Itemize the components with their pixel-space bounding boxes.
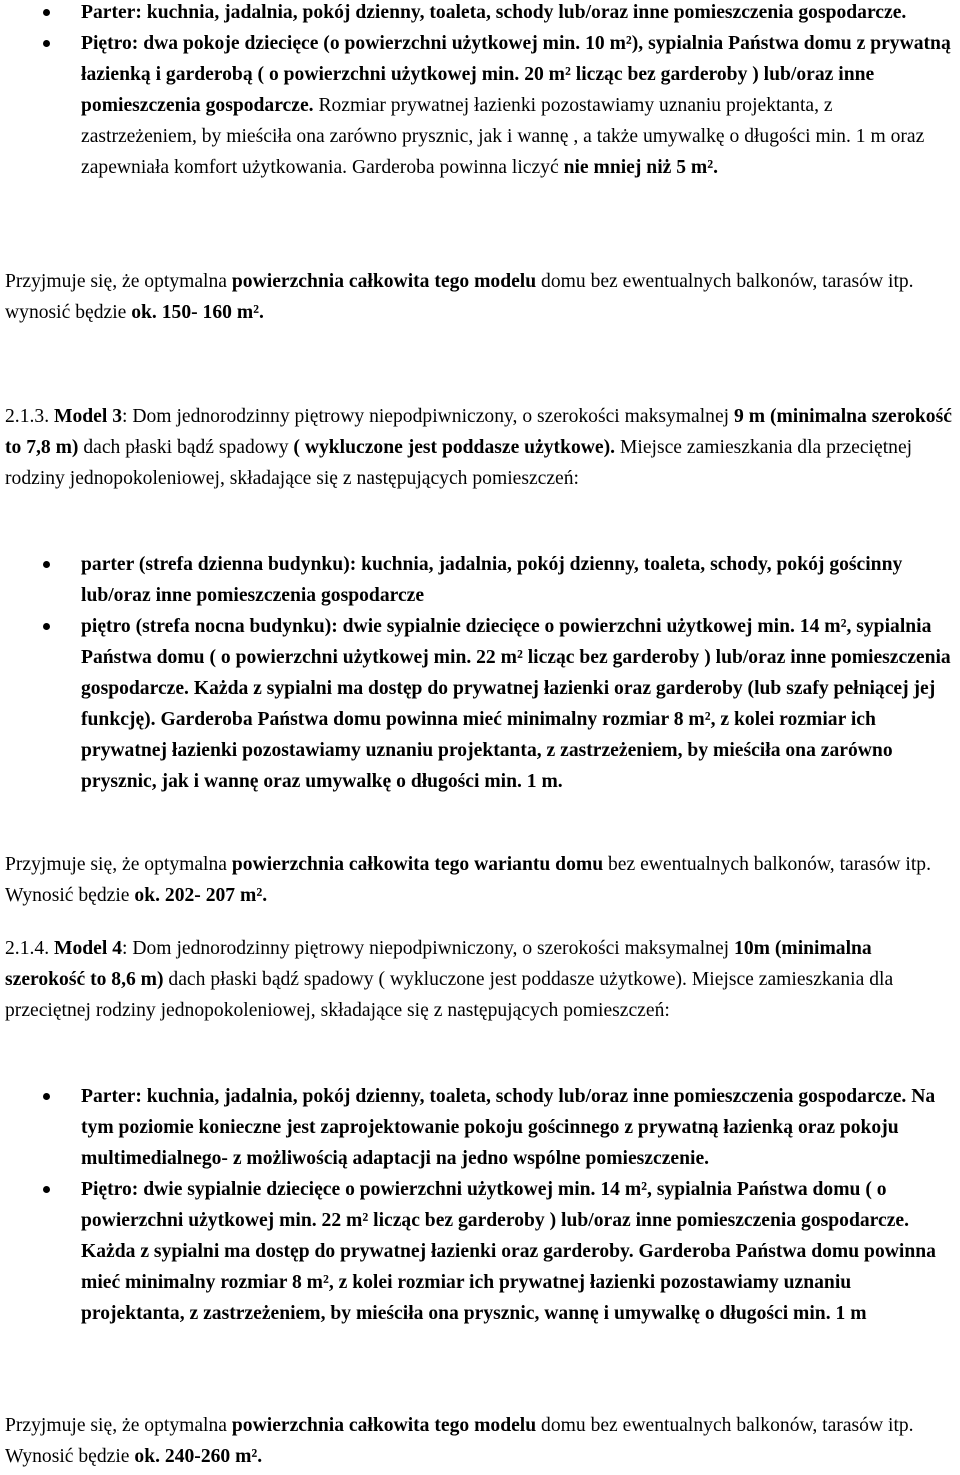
model-4-rooms-list (5, 1081, 953, 1329)
list-item: parter (strefa dzienna budynku): kuchnia, jadalnia, pokój dzienny, toaleta, schody, pokój gościnny lub/oraz inne pomieszczenia gospodarcze (5, 549, 953, 611)
list-item: Piętro: dwie sypialnie dziecięce o powierzchni użytkowej min. 14 m², sypialnia Państwa domu ( o powierzchni użytkowej min. 22 m² licząc bez garderoby ) lub/oraz inne pomieszczenia gospodarcze. Każda z sypialni ma dostęp do prywatnej łazienki oraz garderoby. Garderoba Państwa domu powinna mieć minimalny rozmiar 8 m², z kolei rozmiar ich prywatnej łazienki pozostawiamy uznaniu projektanta, z zastrzeżeniem, by mieściła ona prysznic, wannę i umywalkę o długości min. 1 m (5, 1174, 953, 1329)
model-2-rooms-list (5, 0, 953, 183)
model-3-rooms-list (5, 549, 953, 797)
model-4-heading: 2.1.4. Model 4: Dom jednorodzinny piętrowy niepodpiwniczony, o szerokości maksymalnej 10m (minimalna szerokość to 8,6 m) dach płaski bądź spadowy ( wykluczone jest poddasze użytkowe). Miejsce zamieszkania dla przeciętnej rodziny jednopokoleniowej, składające się z następujących pomieszczeń: (5, 938, 894, 1021)
model-4-total-area: Przyjmuje się, że optymalna powierzchnia całkowita tego modelu domu bez ewentualnych balkonów, tarasów itp. Wynosić będzie ok. 240-260 m². (5, 1415, 914, 1467)
list-item: Piętro: dwa pokoje dziecięce (o powierzchni użytkowej min. 10 m²), sypialnia Państwa domu z prywatną łazienką i garderobą ( o powierzchni użytkowej min. 20 m² licząc bez garderoby ) lub/oraz inne pomieszczenia gospodarcze. Rozmiar prywatnej łazienki pozostawiamy uznaniu projektanta, z zastrzeżeniem, by mieściła ona zarówno prysznic, jak i wannę , a także umywalkę o długości min. 1 m oraz zapewniała komfort użytkowania. Garderoba powinna liczyć nie mniej niż 5 m². (5, 28, 953, 183)
model-3-heading: 2.1.3. Model 3: Dom jednorodzinny piętrowy niepodpiwniczony, o szerokości maksymalnej 9 m (minimalna szerokość to 7,8 m) dach płaski bądź spadowy ( wykluczone jest poddasze użytkowe). Miejsce zamieszkania dla przeciętnej rodziny jednopokoleniowej, składające się z następujących pomieszczeń: (5, 406, 952, 489)
model-2-total-area: Przyjmuje się, że optymalna powierzchnia całkowita tego modelu domu bez ewentualnych balkonów, tarasów itp. wynosić będzie ok. 150- 160 m². (5, 271, 914, 323)
model-3-total-area: Przyjmuje się, że optymalna powierzchnia całkowita tego wariantu domu bez ewentualnych balkonów, tarasów itp. Wynosić będzie ok. 202- 207 m². (5, 854, 932, 906)
list-item: Parter: kuchnia, jadalnia, pokój dzienny, toaleta, schody lub/oraz inne pomieszczenia gospodarcze. Na tym poziomie konieczne jest zaprojektowanie pokoju gościnnego z prywatną łazienką oraz pokoju multimedialnego- z możliwością adaptacji na jedno wspólne pomieszczenie. (5, 1081, 953, 1174)
list-item: Parter: kuchnia, jadalnia, pokój dzienny, toaleta, schody lub/oraz inne pomieszczenia gospodarcze. (5, 0, 953, 28)
list-item: piętro (strefa nocna budynku): dwie sypialnie dziecięce o powierzchni użytkowej min. 14 m², sypialnia Państwa domu ( o powierzchni użytkowej min. 22 m² licząc bez garderoby ) lub/oraz inne pomieszczenia gospodarcze. Każda z sypialni ma dostęp do prywatnej łazienki oraz garderoby (lub szafy pełniącej jej funkcję). Garderoba Państwa domu powinna mieć minimalny rozmiar 8 m², z kolei rozmiar ich prywatnej łazienki pozostawiamy uznaniu projektanta, z zastrzeżeniem, by mieściła ona zarówno prysznic, jak i wannę oraz umywalkę o długości min. 1 m. (5, 611, 953, 797)
